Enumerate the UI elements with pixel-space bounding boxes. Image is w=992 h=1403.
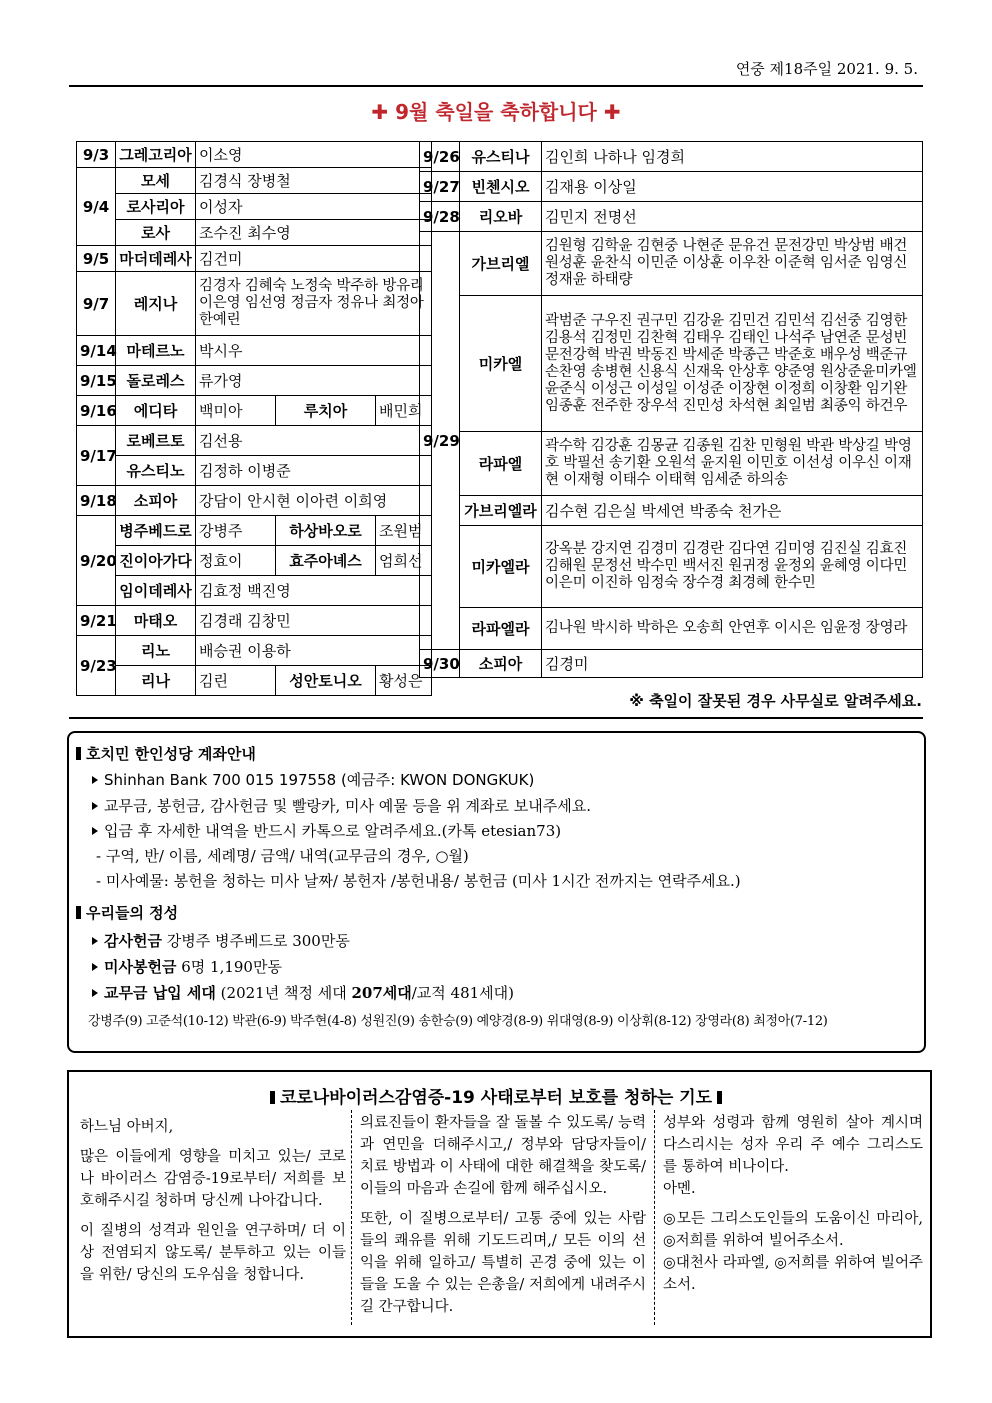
section-rule [69, 717, 923, 719]
header-rule [69, 85, 923, 87]
saint-name: 리오바 [460, 202, 542, 232]
saint-name: 루치아 [276, 396, 376, 426]
offering-value: /교적 481세대) [411, 984, 515, 1002]
saint-name: 에디타 [116, 396, 196, 426]
account-usage-text: 교무금, 봉헌금, 감사헌금 및 빨랑카, 미사 예물 등을 위 계좌로 보내주세요. [104, 797, 591, 815]
feast-date: 9/21 [77, 606, 116, 636]
feast-date: 9/27 [420, 172, 460, 202]
table-row [77, 576, 432, 606]
member-names: 김나원 박시하 박하은 오송희 안연후 이시은 임윤정 장영라 [542, 608, 923, 650]
saint-name: 그레고리아 [116, 142, 196, 168]
feast-table-right [419, 141, 923, 678]
prayer-paragraph: 아멘. [663, 1181, 696, 1197]
member-names: 배승권 이용하 [196, 636, 432, 666]
column-divider [654, 1110, 655, 1325]
table-row [77, 246, 432, 272]
saint-name: 리나 [116, 666, 196, 696]
household-list: 강병주(9) 고준석(10-12) 박관(6-9) 박주현(4-8) 성원진(9) 송한승(9) 예양경(8-9) 위대영(8-9) 이상휘(8-12) 장영라(8) 최정아(7-12) [88, 1014, 828, 1029]
triangle-bullet-icon [92, 827, 98, 835]
member-names: 배민희 [376, 396, 432, 426]
table-row [77, 272, 432, 336]
prayer-paragraph: 성부와 성령과 함께 영원히 살아 계시며 다스리시는 성자 우리 주 예수 그리스도를 통하여 비나이다. [663, 1115, 923, 1175]
square-bullet-icon [717, 1091, 722, 1104]
saint-name: 소피아 [116, 486, 196, 516]
feast-title [0, 96, 992, 125]
offering-line [92, 956, 282, 977]
account-heading [76, 743, 256, 764]
member-names: 김재용 이상일 [542, 172, 923, 202]
member-names: 엄희선 [376, 546, 432, 576]
offering-value: 강병주 병주베드로 300만동 [166, 932, 350, 950]
prayer-column-3 [663, 1112, 923, 1304]
table-row [420, 432, 923, 496]
table-row [77, 456, 432, 486]
saint-name: 유스티노 [116, 456, 196, 486]
member-names: 백미아 [196, 396, 276, 426]
feast-date: 9/20 [77, 516, 116, 606]
feast-date: 9/4 [77, 168, 116, 246]
offering-value: 6명 1,190만동 [181, 958, 282, 976]
feast-date: 9/15 [77, 366, 116, 396]
table-row [77, 220, 432, 246]
member-names: 김경식 장병철 [196, 168, 432, 194]
feast-date: 9/7 [77, 272, 116, 336]
table-row [420, 202, 923, 232]
saint-name: 가브리엘라 [460, 496, 542, 526]
table-row [77, 516, 432, 546]
offering-label: 교무금 납입 세대 [104, 984, 216, 1002]
feast-date: 9/30 [420, 650, 460, 678]
prayer-paragraph: 하느님 아버지, [80, 1119, 174, 1135]
feast-date: 9/16 [77, 396, 116, 426]
triangle-bullet-icon [92, 776, 98, 784]
account-heading-text: 호치민 한인성당 계좌안내 [86, 745, 256, 763]
triangle-bullet-icon [92, 963, 98, 971]
member-names: 김경래 김창민 [196, 606, 432, 636]
saint-name: 라파엘라 [460, 608, 542, 650]
member-names: 김경미 [542, 650, 923, 678]
saint-name: 미카엘 [460, 296, 542, 432]
prayer-paragraph: 많은 이들에게 영향을 미치고 있는/ 코로나 바이러스 감염증-19로부터/ 저희를 보호해주시길 청하며 당신께 나아갑니다. [80, 1149, 346, 1209]
feast-date: 9/14 [77, 336, 116, 366]
saint-name: 유스티나 [460, 142, 542, 172]
feast-table-left [76, 141, 432, 696]
saint-name: 미카엘라 [460, 526, 542, 608]
member-names: 김경자 김혜숙 노정숙 박주하 방유리 이은영 임선영 정금자 정유나 최정아 한예린 [196, 272, 432, 336]
prayer-paragraph: 또한, 이 질병으로부터/ 고통 중에 있는 사람들의 쾌유를 위해 기도드리며,/ 모든 이의 선익을 위해 일하고/ 특별히 곤경 중에 있는 이들을 도울 수 있는 은총을/ 저희에게 내려주시길 간구합니다. [360, 1211, 646, 1315]
table-row [420, 650, 923, 678]
table-row [420, 496, 923, 526]
saint-name: 임이데레사 [116, 576, 196, 606]
feast-date: 9/29 [420, 232, 460, 650]
table-row [420, 608, 923, 650]
member-names: 강옥분 강지연 김경미 김경란 김다연 김미영 김진실 김효진 김해원 문정선 박수민 백서진 원귀정 윤정외 윤혜영 이다민 이은미 이진하 임정숙 장수경 최경혜 한수민 [542, 526, 923, 608]
saint-name: 성안토니오 [276, 666, 376, 696]
table-row [77, 336, 432, 366]
offerings-heading-text: 우리들의 정성 [86, 904, 179, 922]
account-line [92, 795, 591, 816]
table-row [77, 396, 432, 426]
saint-name: 로베르토 [116, 426, 196, 456]
member-names: 이성자 [196, 194, 432, 220]
table-row [420, 142, 923, 172]
square-bullet-icon [76, 906, 81, 919]
saint-name: 소피아 [460, 650, 542, 678]
table-row [420, 232, 923, 296]
saint-name: 효주아녜스 [276, 546, 376, 576]
feast-date: 9/3 [77, 142, 116, 168]
prayer-title-text: 코로나바이러스감염증-19 사태로부터 보호를 청하는 기도 [279, 1088, 713, 1108]
triangle-bullet-icon [92, 937, 98, 945]
cross-icon: ✚ [603, 100, 621, 124]
member-names: 조원범 [376, 516, 432, 546]
triangle-bullet-icon [92, 989, 98, 997]
account-detail-line: - 구역, 반/ 이름, 세례명/ 금액/ 내역(교무금의 경우, ○월) [96, 847, 469, 865]
feast-correction-note: ※ 축일이 잘못된 경우 사무실로 알려주세요. [629, 692, 922, 710]
saint-name: 라파엘 [460, 432, 542, 496]
offering-line [92, 982, 514, 1003]
prayer-column-1 [80, 1116, 346, 1294]
prayer-column-2 [360, 1112, 646, 1326]
account-line [92, 820, 561, 841]
table-row [420, 172, 923, 202]
square-bullet-icon [270, 1091, 275, 1104]
table-row [77, 194, 432, 220]
bank-account-text: Shinhan Bank 700 015 197558 (예금주: KWON DONGKUK) [104, 771, 535, 789]
saint-name: 레지나 [116, 272, 196, 336]
saint-name: 빈첸시오 [460, 172, 542, 202]
account-notice-text: 입금 후 자세한 내역을 반드시 카톡으로 알려주세요.(카톡 etesian73) [104, 822, 562, 840]
table-row [420, 296, 923, 432]
member-names: 강담이 안시현 이아련 이희영 [196, 486, 432, 516]
member-names: 박시우 [196, 336, 432, 366]
saint-name: 진이아가다 [116, 546, 196, 576]
offering-label: 감사헌금 [104, 932, 162, 950]
saint-name: 리노 [116, 636, 196, 666]
table-row [77, 486, 432, 516]
saint-name: 하상바오로 [276, 516, 376, 546]
table-row [77, 546, 432, 576]
member-names: 곽범준 구우진 권구민 김강윤 김민건 김민석 김선중 김영한 김용석 김정민 김찬혁 김태우 김태인 나석주 남연준 문성빈 문전강혁 박권 박동진 박세준 박종근 박준호 배우성 백준규 손찬영 송병현 신용식 신재욱 안상후 양준영 원상준윤미카엘 윤준식 이성근 이성일 이성준 이장현 이정희 이창환 임기완 임종훈 전주한 장우석 진민성 차석현 최일범 최종익 하건우 [542, 296, 923, 432]
saint-name: 마태오 [116, 606, 196, 636]
cross-icon: ✚ [371, 100, 389, 124]
table-row [77, 168, 432, 194]
member-names: 김효정 백진영 [196, 576, 432, 606]
offering-value-bold: 207세대 [351, 984, 412, 1002]
feast-title-text: 9월 축일을 축하합니다 [395, 100, 597, 124]
member-names: 김린 [196, 666, 276, 696]
table-row [77, 366, 432, 396]
member-names: 김원형 김학윤 김현중 나현준 문유건 문전강민 박상범 배건 원성훈 윤찬식 이민준 이상훈 이우찬 이준혁 임서준 임영신 정재윤 하태량 [542, 232, 923, 296]
member-names: 김수현 김은실 박세연 박종숙 천가은 [542, 496, 923, 526]
offering-value: (2021년 책정 세대 [220, 984, 352, 1002]
offering-line [92, 930, 350, 951]
saint-name: 마더데레사 [116, 246, 196, 272]
member-names: 조수진 최수영 [196, 220, 432, 246]
feast-date: 9/26 [420, 142, 460, 172]
member-names: 정효이 [196, 546, 276, 576]
square-bullet-icon [76, 747, 81, 760]
prayer-paragraph: 이 질병의 성격과 원인을 연구하며/ 더 이상 전염되지 않도록/ 분투하고 있는 이들을 위한/ 당신의 도우심을 청합니다. [80, 1223, 346, 1283]
member-names: 김정하 이병준 [196, 456, 432, 486]
member-names: 강병주 [196, 516, 276, 546]
saint-name: 로사 [116, 220, 196, 246]
saint-name: 마테르노 [116, 336, 196, 366]
prayer-response: ◎대천사 라파엘, ◎저희를 위하여 빌어주소서. [663, 1255, 923, 1293]
prayer-response: ◎모든 그리스도인들의 도움이신 마리아, ◎저희를 위하여 빌어주소서. [663, 1211, 923, 1249]
saint-name: 가브리엘 [460, 232, 542, 296]
feast-date: 9/18 [77, 486, 116, 516]
saint-name: 로사리아 [116, 194, 196, 220]
feast-date: 9/5 [77, 246, 116, 272]
table-row [77, 666, 432, 696]
member-names: 류가영 [196, 366, 432, 396]
prayer-title [0, 1083, 992, 1108]
table-row [77, 636, 432, 666]
column-divider [351, 1110, 352, 1325]
account-detail-line: - 미사예물: 봉헌을 청하는 미사 날짜/ 봉헌자 /봉헌내용/ 봉헌금 (미사 1시간 전까지는 연락주세요.) [96, 872, 741, 890]
feast-date: 9/23 [77, 636, 116, 696]
saint-name: 모세 [116, 168, 196, 194]
feast-date: 9/17 [77, 426, 116, 486]
table-row [420, 526, 923, 608]
member-names: 이소영 [196, 142, 432, 168]
member-names: 김인희 나하나 임경희 [542, 142, 923, 172]
triangle-bullet-icon [92, 802, 98, 810]
table-row [77, 606, 432, 636]
account-line [92, 769, 534, 790]
member-names: 김선용 [196, 426, 432, 456]
member-names: 김민지 전명선 [542, 202, 923, 232]
member-names: 김건미 [196, 246, 432, 272]
table-row [77, 142, 432, 168]
table-row [77, 426, 432, 456]
saint-name: 돌로레스 [116, 366, 196, 396]
feast-date: 9/28 [420, 202, 460, 232]
offerings-heading [76, 902, 178, 923]
member-names: 곽수학 김강훈 김몽균 김종원 김찬 민형원 박관 박상길 박영호 박필선 송기환 오원석 윤지원 이민호 이선성 이우신 이재현 이재형 이태수 이태혁 임세준 하의송 [542, 432, 923, 496]
prayer-paragraph: 의료진들이 환자들을 잘 돌볼 수 있도록/ 능력과 연민을 더해주시고,/ 정부와 담당자들이/ 치료 방법과 이 사태에 대한 해결책을 찾도록/ 이들의 마음과 손길에 함께 해주십시오. [360, 1115, 646, 1197]
offering-label: 미사봉헌금 [104, 958, 177, 976]
member-names: 황성은 [376, 666, 432, 696]
issue-date-line: 연중 제18주일 2021. 9. 5. [735, 60, 918, 78]
saint-name: 병주베드로 [116, 516, 196, 546]
